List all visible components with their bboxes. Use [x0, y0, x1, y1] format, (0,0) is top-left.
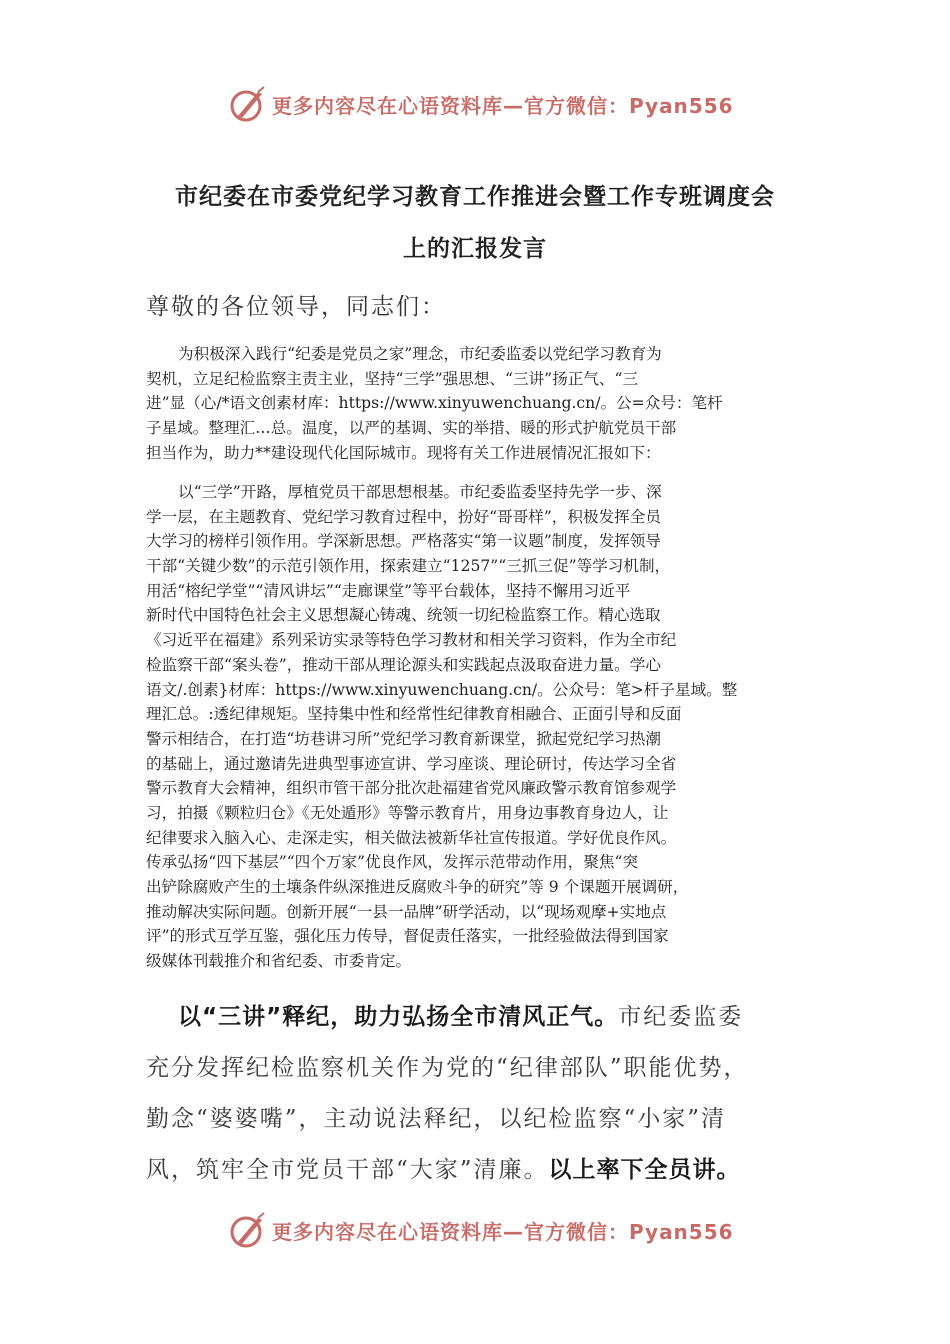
text-line: 检监察干部“案头卷”，推动干部从理论源头和实践起点汲取奋进力量。学心 [146, 655, 661, 674]
quill-pen-icon [228, 84, 268, 124]
document-title-line-2: 上的汇报发言 [403, 236, 547, 262]
text-line: 警示相结合，在打造“坊巷讲习所”党纪学习教育新课堂，掀起党纪学习热潮 [146, 729, 661, 748]
text-line: 学一层，在主题教育、党纪学习教育过程中，扮好“哥哥样”，积极发挥全员 [146, 507, 661, 526]
text-line: 以“三学”开路，厚植党员干部思想根基。市纪委监委坚持先学一步、深 [178, 483, 662, 501]
text-line: 进”显（心/*语文创素材库：https://www.xinyuwenchuang.cn/。公=众号：笔杆 [146, 394, 723, 413]
paragraph-three-study [146, 480, 811, 974]
text-line: 子星域。整理汇…总。温度，以严的基调、实的举措、暖的形式护航党员干部 [146, 419, 677, 438]
text-run: 风，筑牢全市党员干部“大家”清廉。 [146, 1157, 549, 1183]
section-heading: 以“三讲”释纪，助力弘扬全市清风正气。 [178, 1004, 619, 1030]
text-line: 用活“榕纪学堂”“清风讲坛”“走廊课堂”等平台载体，坚持不懈用习近平 [146, 581, 631, 600]
text-line: 评”的形式互学互鉴，强化压力传导，督促责任落实，一批经验做法得到国家 [146, 927, 669, 946]
text-line [146, 992, 811, 1043]
text-line: 《习近平在福建》系列采访实录等特色学习教材和相关学习资料，作为全市纪 [146, 631, 677, 650]
document-title-line-1: 市纪委在市委党纪学习教育工作推进会暨工作专班调度会 [175, 184, 775, 210]
text-line: 大学习的榜样引领作用。学深新思想。严格落实“第一议题”制度，发挥领导 [146, 532, 661, 551]
text-line: 契机，立足纪检监察主责主业，坚持“三学”强思想、“三讲”扬正气、“三 [146, 369, 639, 388]
paragraph-three-talks [146, 992, 811, 1196]
text-line: 的基础上，通过邀请先进典型事迹宣讲、学习座谈、理论研讨，传达学习全省 [146, 754, 677, 773]
section-heading: 以上率下全员讲。 [548, 1157, 741, 1183]
text-line: 推动解决实际问题。创新开展“一县一品牌”研学活动，以“现场观摩+实地点 [146, 902, 667, 921]
watermark-text: 更多内容尽在心语资料库—官方微信：Pyan556 [272, 93, 734, 118]
text-line: 为积极深入践行“纪委是党员之家”理念，市纪委监委以党纪学习教育为 [178, 345, 662, 363]
text-line: 新时代中国特色社会主义思想凝心铸魂、统领一切纪检监察工作。精心选取 [146, 606, 661, 625]
text-line: 习，拍摄《颗粒归仓》《无处遁形》等警示教育片，用身边事教育身边人，让 [146, 803, 669, 822]
quill-pen-icon [228, 1210, 268, 1250]
watermark-text: 更多内容尽在心语资料库—官方微信：Pyan556 [272, 1219, 734, 1244]
text-line: 充分发挥纪检监察机关作为党的“纪律部队”职能优势， [146, 1055, 749, 1081]
text-line: 理汇总。:透纪律规矩。坚持集中性和经常性纪律教育相融合、正面引导和反面 [146, 705, 682, 724]
footer-watermark-banner [228, 1208, 734, 1252]
header-watermark-banner [228, 82, 734, 126]
text-line: 担当作为，助力**建设现代化国际城市。现将有关工作进展情况汇报如下： [146, 443, 661, 462]
text-line: 纪律要求入脑入心、走深走实，相关做法被新华社宣传报道。学好优良作风。 [146, 828, 677, 847]
paragraph-intro [146, 342, 811, 465]
greeting: 尊敬的各位领导，同志们： [146, 294, 446, 320]
text-line: 语文/.创素}材库：https://www.xinyuwenchuang.cn/。公众号：笔>杆子星域。整 [146, 680, 738, 699]
text-line: 出铲除腐败产生的土壤条件纵深推进反腐败斗争的研究”等 9 个课题开展调研， [146, 878, 689, 896]
text-line [146, 1145, 811, 1196]
text-line: 传承弘扬“四下基层”“四个万家”优良作风，发挥示范带动作用，聚焦“突 [146, 853, 639, 872]
text-line: 勤念“婆婆嘴”，主动说法释纪，以纪检监察“小家”清 [146, 1106, 727, 1132]
text-line: 干部“关键少数”的示范引领作用，探索建立“1257”“三抓三促”等学习机制， [146, 557, 671, 576]
text-line: 警示教育大会精神，组织市管干部分批次赴福建省党风廉政警示教育馆参观学 [146, 779, 677, 798]
text-run: 市纪委监委 [618, 1004, 744, 1030]
text-line: 级媒体刊载推介和省纪委、市委肯定。 [146, 952, 412, 971]
